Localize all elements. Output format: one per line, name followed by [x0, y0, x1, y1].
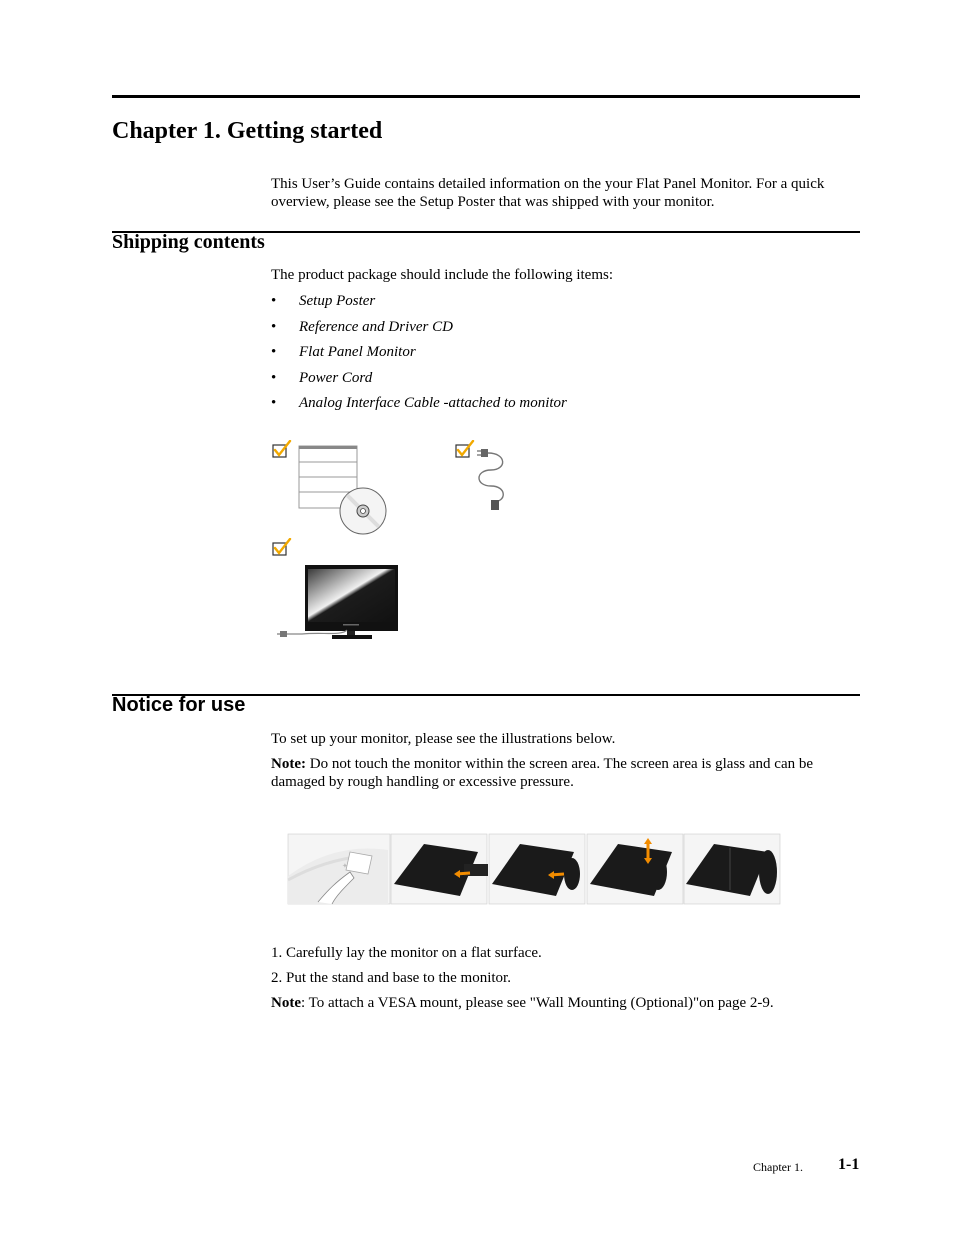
setup-steps-illustration [284, 830, 782, 908]
notice-lead: To set up your monitor, please see the illustrations below. [271, 731, 616, 747]
step-wipe-panel [288, 834, 390, 904]
notice-title: Notice for use [112, 694, 246, 716]
bullet: • [271, 293, 277, 309]
bullet: • [271, 369, 277, 386]
item-flat-panel-monitor: Flat Panel Monitor [299, 344, 416, 360]
flat-panel-monitor-icon [305, 565, 398, 639]
footer-chapter-label: Chapter 1. [753, 1160, 803, 1174]
checkbox-check-icon [273, 539, 290, 555]
step-2: 2. Put the stand and base to the monitor. [271, 970, 511, 986]
power-cord-icon [477, 449, 503, 510]
item-reference-cd: Reference and Driver CD [299, 318, 453, 335]
power-cord-illustration [455, 440, 515, 515]
checkbox-check-icon [273, 441, 290, 457]
note-label: Note: [271, 756, 306, 772]
step-attach-stand-panel [391, 834, 488, 904]
shipping-lead: The product package should include the following items: [271, 267, 613, 283]
bullet: • [271, 395, 277, 411]
step-1: 1. Carefully lay the monitor on a flat surface. [271, 945, 542, 961]
poster-cd-illustration [272, 440, 392, 540]
item-analog-cable: Analog Interface Cable -attached to monitor [299, 395, 567, 411]
bullet: • [271, 318, 277, 335]
step-complete-panel [684, 834, 780, 904]
vesa-note-text: : To attach a VESA mount, please see "Wall Mounting (Optional)"on page 2-9. [301, 995, 774, 1011]
chapter-title: Chapter 1. Getting started [112, 118, 383, 144]
cd-icon [340, 488, 386, 534]
shipping-items-list [271, 292, 567, 420]
list-item [271, 343, 567, 369]
vesa-note-label: Note [271, 995, 301, 1011]
checkbox-check-icon [456, 441, 473, 457]
item-setup-poster: Setup Poster [299, 293, 376, 309]
notice-note [271, 755, 861, 791]
item-power-cord: Power Cord [299, 369, 373, 386]
step-insert-base-panel [489, 834, 585, 904]
page-number: 1-1 [838, 1156, 860, 1173]
note-text: Do not touch the monitor within the screen area. The screen area is glass and can be damaged by rough handling or excessive pressure. [271, 756, 814, 790]
monitor-illustration [272, 538, 402, 644]
chapter-top-rule [112, 95, 860, 98]
vesa-note [271, 994, 861, 1012]
chapter-intro: This User’s Guide contains detailed information on the your Flat Panel Monitor. For a quick overview, please see the Setup Poster that was shipped with your monitor. [271, 176, 825, 210]
list-item [271, 318, 567, 344]
svg-text:✦: ✦ [342, 862, 348, 870]
list-item [271, 394, 567, 420]
list-item [271, 369, 567, 395]
list-item [271, 292, 567, 318]
shipping-title: Shipping contents [112, 231, 265, 253]
step-lock-base-panel [587, 834, 683, 904]
bullet: • [271, 344, 277, 360]
